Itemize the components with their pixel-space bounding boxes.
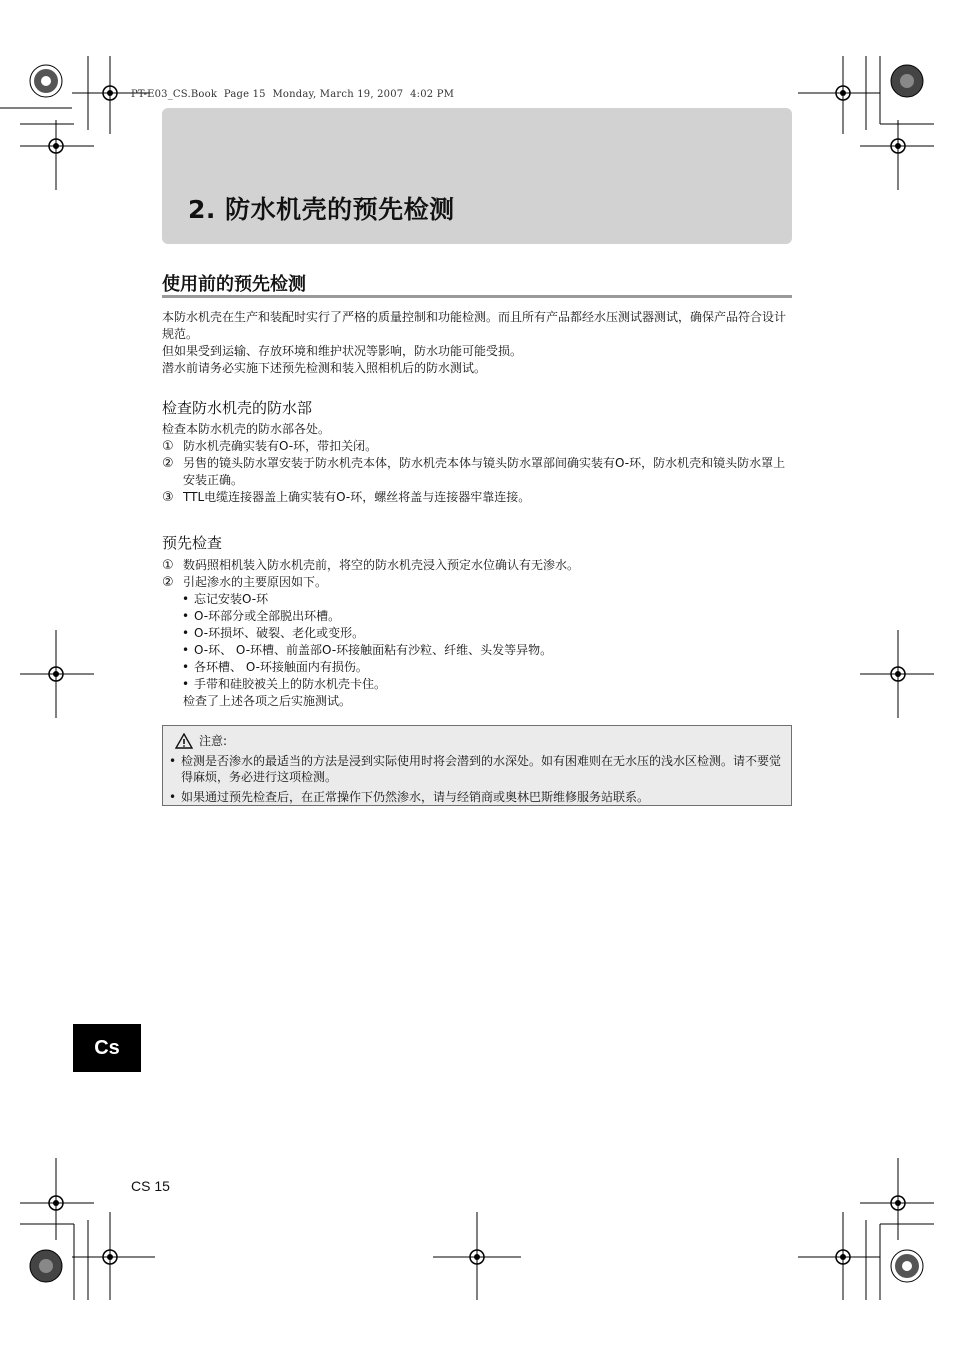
check-heading: 检查防水机壳的防水部 — [162, 399, 313, 417]
bullet-dot: • — [182, 609, 190, 623]
list-item — [162, 557, 792, 574]
item-number: ① — [162, 558, 174, 573]
bullet-text: 各环槽、 O-环接触面内有损伤。 — [194, 660, 368, 674]
caution-text: 如果通过预先检查后，在正常操作下仍然渗水，请与经销商或奥林巴斯维修服务站联系。 — [181, 790, 650, 804]
check-lead: 检查本防水机壳的防水部各处。 — [162, 422, 331, 436]
precheck-closing: 检查了上述各项之后实施测试。 — [183, 694, 352, 708]
item-text: 另售的镜头防水罩安装于防水机壳本体，防水机壳本体与镜头防水罩部间确实装有O-环，防水机壳和镜头防水罩上安装正确。 — [183, 456, 786, 487]
intro-paragraph: 但如果受到运输、存放环境和维护状况等影响，防水功能可能受损。 — [162, 344, 523, 358]
bullet-dot: • — [169, 790, 177, 804]
list-item — [162, 574, 792, 591]
list-item — [162, 438, 792, 455]
caution-item — [169, 753, 781, 785]
bullet-dot: • — [182, 626, 190, 640]
page-number: CS 15 — [131, 1178, 170, 1194]
section-divider — [162, 295, 792, 298]
item-text: 防水机壳确实装有O-环，带扣关闭。 — [183, 439, 378, 453]
bullet-item — [162, 608, 792, 625]
bullet-dot: • — [182, 660, 190, 674]
intro-text — [162, 309, 792, 377]
bullet-dot: • — [182, 592, 190, 606]
chapter-title-box — [162, 108, 792, 244]
item-text: 数码照相机装入防水机壳前，将空的防水机壳浸入预定水位确认有无渗水。 — [183, 558, 580, 572]
print-header: PT-E03_CS.Book Page 15 Monday, March 19, 2007 4:02 PM — [131, 89, 455, 100]
bullet-item — [162, 659, 792, 676]
bullet-text: O-环损坏、破裂、老化或变形。 — [194, 626, 365, 640]
bullet-text: 忘记安装O-环 — [194, 592, 269, 606]
bullet-dot: • — [169, 754, 177, 768]
bullet-text: 手带和硅胶被关上的防水机壳卡住。 — [194, 677, 387, 691]
list-item — [162, 489, 792, 506]
intro-paragraph: 本防水机壳在生产和装配时实行了严格的质量控制和功能检测。而且所有产品都经水压测试器测试，确保产品符合设计规范。 — [162, 310, 787, 341]
item-number: ③ — [162, 490, 174, 505]
bullet-item — [162, 676, 792, 693]
list-item — [162, 455, 792, 489]
item-number: ① — [162, 439, 174, 454]
caution-text: 检测是否渗水的最适当的方法是浸到实际使用时将会潜到的水深处。如有困难则在无水压的浅水区检测。请不要觉得麻烦，务必进行这项检测。 — [181, 754, 782, 784]
bullet-item — [162, 642, 792, 659]
bullet-dot: • — [182, 643, 190, 657]
caution-item — [169, 789, 781, 805]
bullet-dot: • — [182, 677, 190, 691]
precheck-section-body — [162, 557, 792, 710]
bullet-text: O-环部分或全部脱出环槽。 — [194, 609, 341, 623]
bullet-item — [162, 591, 792, 608]
check-section-body — [162, 421, 792, 506]
precheck-heading: 预先检查 — [162, 534, 223, 552]
bullet-text: O-环、 O-环槽、前盖部O-环接触面粘有沙粒、纤维、头发等异物。 — [194, 643, 553, 657]
caution-box — [162, 725, 792, 806]
warning-icon — [175, 733, 193, 749]
item-number: ② — [162, 575, 174, 590]
chapter-title: 2. 防水机壳的预先检测 — [188, 195, 455, 224]
language-tab: Cs — [73, 1024, 141, 1072]
intro-paragraph: 潜水前请务必实施下述预先检测和装入照相机后的防水测试。 — [162, 361, 487, 375]
item-text: 引起渗水的主要原因如下。 — [183, 575, 328, 589]
caution-items — [169, 753, 781, 805]
bullet-item — [162, 625, 792, 642]
caution-label: 注意: — [199, 734, 228, 748]
caution-header — [175, 733, 227, 749]
item-number: ② — [162, 456, 174, 471]
item-text: TTL电缆连接器盖上确实装有O-环，螺丝将盖与连接器牢靠连接。 — [183, 490, 531, 504]
section-title: 使用前的预先检测 — [162, 274, 306, 295]
